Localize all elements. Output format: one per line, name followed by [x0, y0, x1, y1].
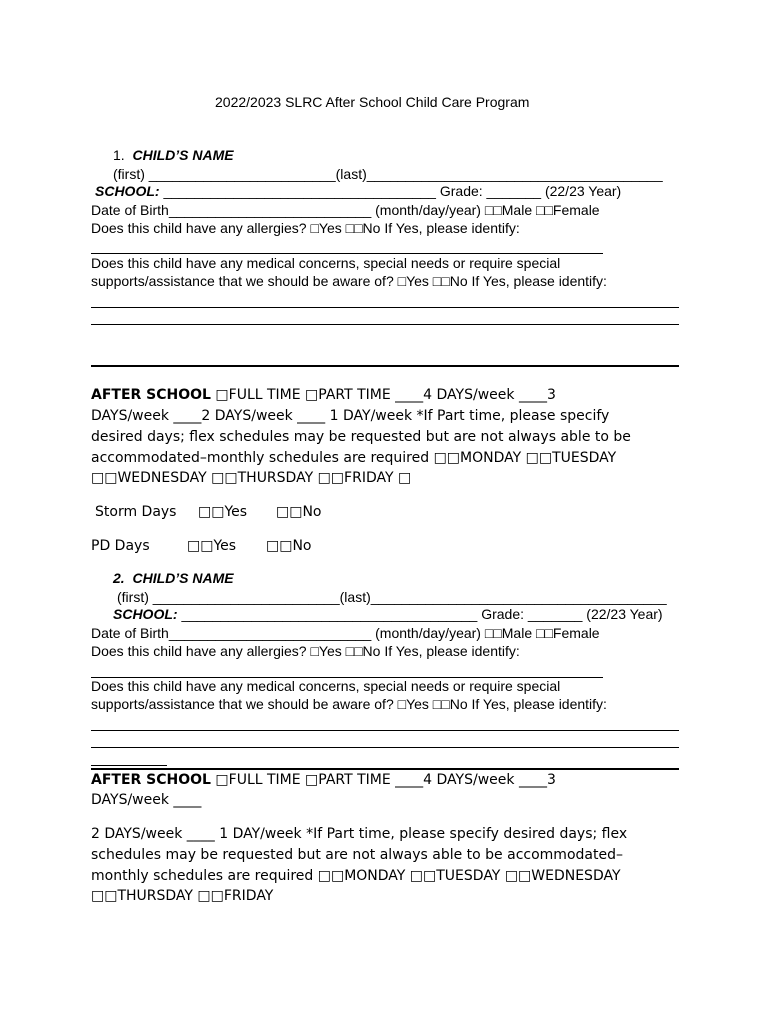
- child2-heading-label: CHILD’S NAME: [132, 570, 234, 586]
- child2-school-field[interactable]: ______________________________________ Grade: _______ (22/23 Year): [177, 606, 663, 622]
- schedule2-line-2[interactable]: DAYS/week ____: [91, 792, 202, 808]
- child2-medical-line-3[interactable]: [91, 765, 167, 766]
- schedule1-line-1[interactable]: [91, 385, 556, 405]
- schedule1-label: AFTER SCHOOL: [91, 387, 211, 403]
- page-title: 2022/2023 SLRC After School Child Care Program: [215, 94, 530, 110]
- section-divider-1: [91, 365, 679, 367]
- child1-medical-question-1: Does this child have any medical concerns, special needs or require special: [91, 255, 561, 271]
- schedule2-line-5[interactable]: monthly schedules are required □□MONDAY □□TUESDAY □□WEDNESDAY: [91, 868, 621, 884]
- pd-days-no-checkbox[interactable]: □□No: [266, 538, 312, 554]
- child1-dob-field[interactable]: Date of Birth__________________________ (month/day/year) □□Male □□Female: [91, 202, 600, 218]
- schedule1-options[interactable]: □FULL TIME □PART TIME ____4 DAYS/week ____3: [210, 387, 556, 403]
- child1-heading: [113, 147, 234, 164]
- storm-days-yes-checkbox[interactable]: □□Yes: [198, 504, 248, 520]
- child2-school-row[interactable]: [113, 606, 663, 623]
- schedule1-line-4[interactable]: accommodated–monthly schedules are required □□MONDAY □□TUESDAY: [91, 450, 617, 466]
- child2-medical-question-1: Does this child have any medical concerns, special needs or require special: [91, 678, 561, 694]
- schedule1-line-2[interactable]: DAYS/week ____2 DAYS/week ____ 1 DAY/week *If Part time, please specify: [91, 408, 610, 424]
- schedule2-line-1[interactable]: [91, 770, 556, 790]
- child1-medical-line-1[interactable]: [91, 307, 679, 308]
- schedule2-line-3[interactable]: 2 DAYS/week ____ 1 DAY/week *If Part time, please specify desired days; flex: [91, 826, 628, 842]
- child1-allergy-line[interactable]: [91, 253, 603, 254]
- child2-heading: [113, 570, 234, 587]
- child2-allergy-question[interactable]: Does this child have any allergies? □Yes □□No If Yes, please identify:: [91, 643, 520, 659]
- schedule2-line-4: schedules may be requested but are not always able to be accommodated–: [91, 847, 623, 863]
- child2-school-label: SCHOOL:: [113, 606, 178, 622]
- child1-allergy-question[interactable]: Does this child have any allergies? □Yes □□No If Yes, please identify:: [91, 220, 520, 236]
- schedule1-line-3: desired days; flex schedules may be requested but are not always able to be: [91, 429, 631, 445]
- child2-heading-number: 2.: [113, 570, 125, 586]
- storm-days-no-checkbox[interactable]: □□No: [276, 504, 322, 520]
- child2-name-field[interactable]: (first) ________________________(last)______________________________________: [117, 589, 667, 605]
- schedule2-label: AFTER SCHOOL: [91, 772, 211, 788]
- schedule2-line-6[interactable]: □□THURSDAY □□FRIDAY: [91, 888, 274, 904]
- child1-school-label: SCHOOL:: [95, 183, 160, 199]
- child1-medical-line-2[interactable]: [91, 324, 679, 325]
- child2-medical-line-2[interactable]: [91, 747, 679, 748]
- child1-school-field[interactable]: ___________________________________ Grade: _______ (22/23 Year): [159, 183, 622, 199]
- child1-school-row[interactable]: [95, 183, 621, 200]
- child2-medical-question-2[interactable]: supports/assistance that we should be aware of? □Yes □□No If Yes, please identify:: [91, 696, 607, 712]
- child1-name-field[interactable]: (first) ________________________(last)______________________________________: [113, 166, 663, 182]
- child1-medical-question-2[interactable]: supports/assistance that we should be aware of? □Yes □□No If Yes, please identify:: [91, 273, 607, 289]
- child2-dob-field[interactable]: Date of Birth__________________________ (month/day/year) □□Male □□Female: [91, 625, 600, 641]
- schedule1-line-5[interactable]: □□WEDNESDAY □□THURSDAY □□FRIDAY □: [91, 470, 412, 486]
- child1-heading-number: 1.: [113, 147, 125, 163]
- child2-medical-line-1[interactable]: [91, 730, 679, 731]
- pd-days-yes-checkbox[interactable]: □□Yes: [187, 538, 237, 554]
- storm-days-label: Storm Days: [95, 504, 177, 520]
- pd-days-label: PD Days: [91, 538, 150, 554]
- schedule2-options[interactable]: □FULL TIME □PART TIME ____4 DAYS/week ____3: [210, 772, 556, 788]
- child1-heading-label: CHILD’S NAME: [132, 147, 234, 163]
